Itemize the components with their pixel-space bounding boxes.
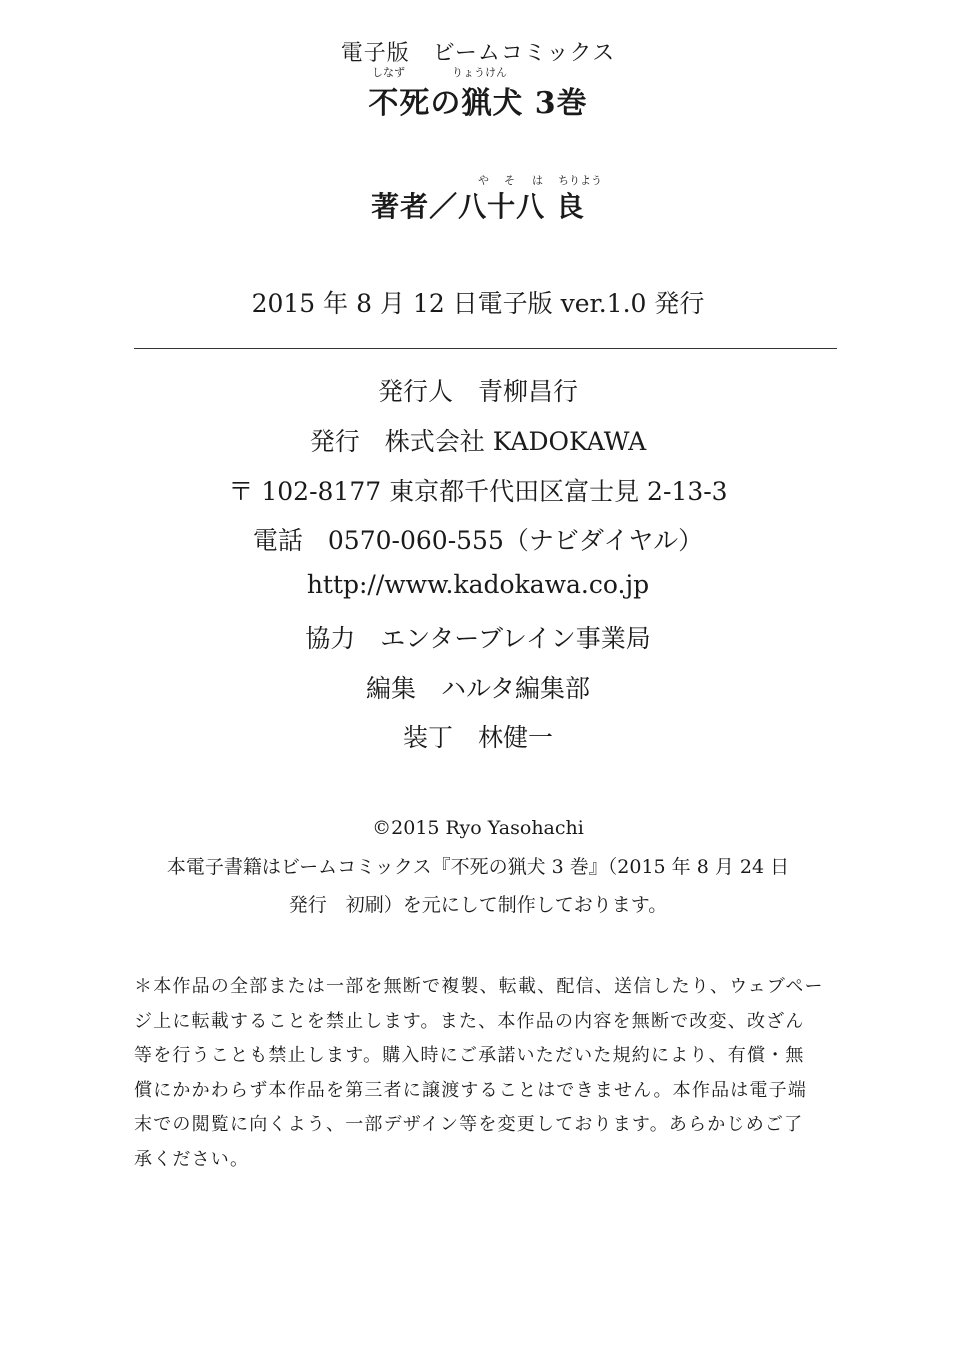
publish-date: 2015 年 8 月 12 日電子版 ver.1.0 発行: [251, 289, 705, 318]
colophon-value: 林健一: [478, 723, 554, 752]
colophon-value: 青柳昌行: [478, 377, 579, 406]
colophon-label: 発行: [309, 427, 360, 456]
address-line: [0, 472, 956, 508]
cooperation-line: [0, 619, 956, 655]
phone-line: [0, 521, 956, 557]
colophon-label: 編集: [365, 674, 416, 703]
colophon-value: 株式会社 KADOKAWA: [384, 427, 647, 456]
publisher-person-line: [0, 372, 956, 408]
author-line: 著者／八十八 良: [371, 190, 585, 223]
divider: [134, 348, 837, 349]
series-label: 電子版 ビームコミックス: [340, 41, 616, 66]
notice-line: 等を行うことも禁止します。購入時にご承諾いただいた規約により、有償・無: [134, 1045, 805, 1066]
colophon-label: 発行人: [377, 377, 453, 406]
author-ruby: [0, 172, 956, 186]
notice-line: 承ください。: [134, 1148, 250, 1170]
editing-line: [0, 669, 956, 705]
notice-line: ＊本作品の全部または一部を無断で複製、転載、配信、送信したり、ウェブペー: [134, 976, 824, 997]
colophon-label: 装丁: [402, 723, 453, 752]
author-ruby-ya: や: [478, 174, 489, 187]
title-ruby: [0, 64, 956, 78]
legal-notice: [134, 970, 839, 1177]
title-ruby-ryouken: りょうけん: [452, 66, 507, 79]
copyright: ©2015 Ryo Yasohachi: [372, 817, 584, 839]
notice-line: 末での閲覧に向くよう、一部デザイン等を変更しております。あらかじめご了: [134, 1114, 804, 1135]
author-ruby-chiriyou: ちりよう: [558, 174, 602, 187]
source-note-line: 本電子書籍はビームコミックス『不死の猟犬 3 巻』（2015 年 8 月 24 日: [166, 856, 790, 878]
colophon-value: エンターブレイン事業局: [380, 624, 651, 653]
colophon-label: 協力: [305, 624, 356, 653]
address: 東京都千代田区富士見 2-13-3: [389, 477, 728, 506]
design-line: [0, 718, 956, 754]
notice-line: 償にかかわらず本作品を第三者に譲渡することはできません。本作品は電子端: [134, 1079, 808, 1101]
book-title: 不死の猟犬 3巻: [368, 86, 588, 121]
author-ruby-ha: は: [532, 174, 543, 187]
title-ruby-shinazu: しなず: [372, 66, 405, 79]
author-ruby-so: そ: [504, 174, 515, 187]
publisher-line: [0, 422, 956, 458]
phone-number: 0570-060-555（ナビダイヤル）: [327, 526, 704, 555]
source-note-line: 発行 初刷）を元にして制作しております。: [288, 894, 668, 916]
postal-code: 〒 102-8177: [228, 477, 382, 506]
website-url: http://www.kadokawa.co.jp: [306, 570, 650, 599]
notice-line: ジ上に転載することを禁止します。また、本作品の内容を無断で改変、改ざん: [134, 1010, 805, 1032]
colophon-label: 電話: [252, 526, 303, 555]
colophon-value: ハルタ編集部: [441, 674, 591, 703]
